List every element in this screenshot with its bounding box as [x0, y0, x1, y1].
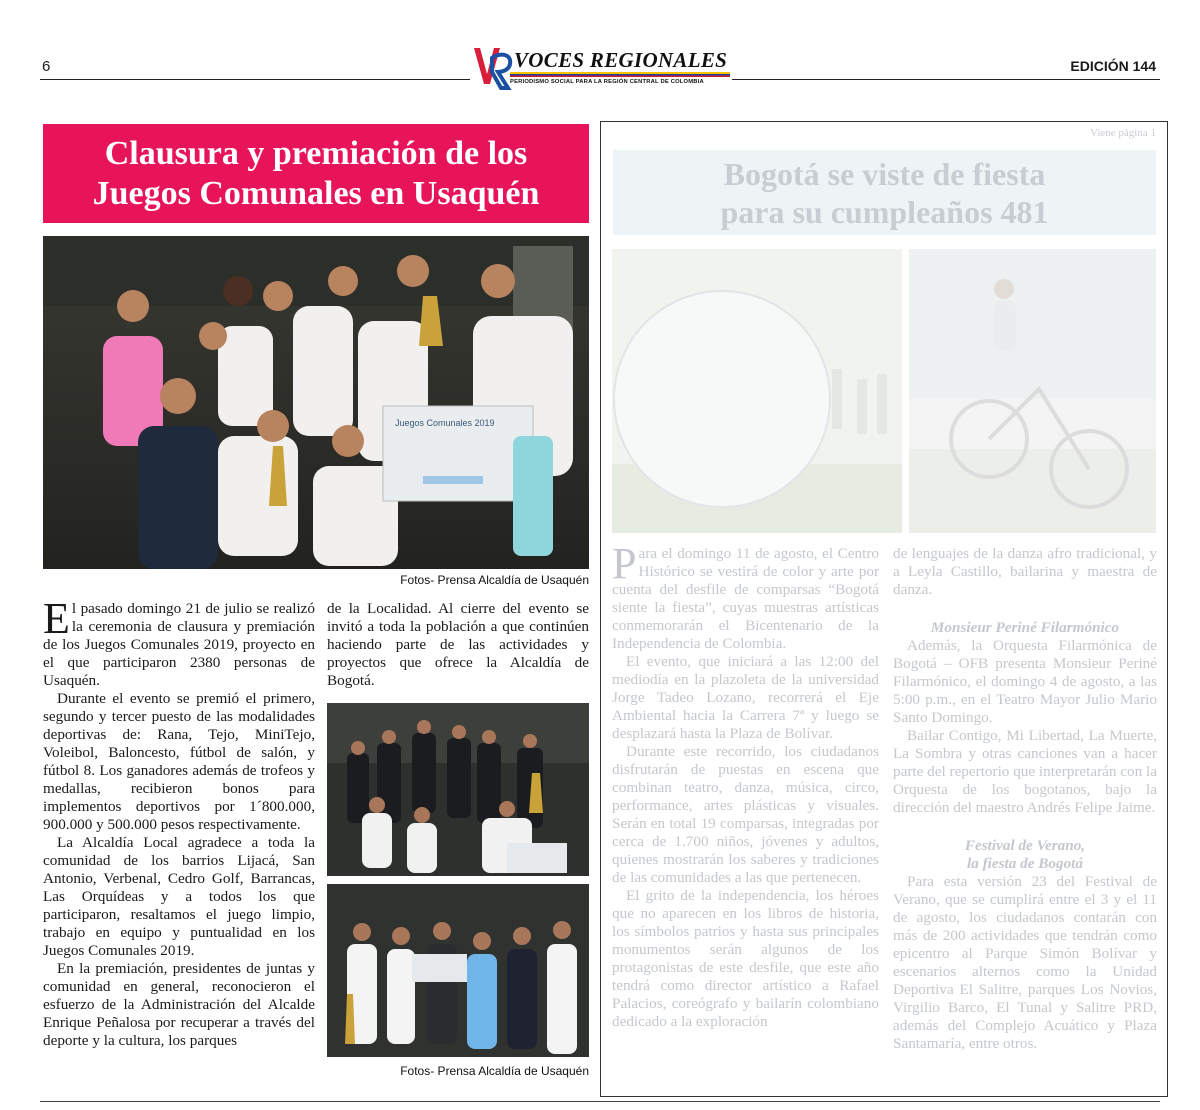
right-article-column1	[612, 539, 879, 1031]
paragraph-5: de la Localidad. Al cierre del evento se invitó a toda la población a que continúen haciendo parte de las actividades y proyectos que ofrece la Alcaldía de Bogotá.	[327, 600, 589, 689]
winners-photo-2	[327, 884, 589, 1057]
paragraph-2: Durante el evento se premió el primero, segundo y tercer puesto de las modalidades deportivas de: Rana, Tejo, MiniTejo, Voleibol, Baloncesto, fútbol de salón, y fútbol 8. Los ganadores además de trofeos y medallas, recibieron bonos para implementos deportivos por 1´800.000, 900.000 y 500.000 pesos respectivamente.	[43, 690, 315, 833]
zorb-ball-photo	[612, 249, 902, 533]
right-article-title	[613, 150, 1156, 235]
page-number: 6	[42, 58, 51, 75]
dropcap-e: E	[43, 594, 70, 643]
award-group-photo	[43, 236, 589, 569]
right-paragraph-2: El evento, que iniciará a las 12:00 del mediodía en la plazoleta de la universidad Jorge Tadeo Lozano, recorrerá el Eje Ambiental hacia la Carrera 7ª y luego se desplazará hasta la Plaza de Bolívar.	[612, 653, 879, 742]
right-paragraph-1: ara el domingo 11 de agosto, el Centro Histórico se vestirá de color y arte por cuenta del desfile de comparsas “Bogotá siente la fiesta”, cuyas muestras artísticas conmemorarán el Bicentenario de la Independencia de Colombia.	[612, 545, 879, 652]
left-article-column2	[327, 600, 589, 690]
dropcap-p: P	[612, 539, 637, 588]
photo-credit-bottom: Fotos- Prensa Alcaldía de Usaquén	[400, 1064, 589, 1078]
left-title-line2: Juegos Comunales en Usaquén	[92, 174, 540, 212]
subhead-monsieur-perine: Monsieur Periné Filarmónico	[930, 619, 1120, 636]
bmx-rider-photo	[909, 249, 1156, 533]
right-paragraph-5: de lenguajes de la danza afro tradicional, y a Leyla Castillo, bailarina y maestra de danza.	[893, 545, 1157, 598]
masthead-title: VOCES REGIONALES	[514, 48, 728, 72]
left-article-column1	[43, 594, 315, 1050]
right-title-line2: para su cumpleaños 481	[720, 193, 1049, 230]
right-paragraph-3: Durante este recorrido, los ciudadanos disfrutarán de puestas en escena que combinan teatro, danza, música, circo, performance, artes plásticas y visuales. Serán en total 19 comparsas, integradas por cerca de 1.700 niños, jóvenes y adultos, quienes mostrarán los saberes y tradiciones de las comunidades a las que pertenecen.	[612, 743, 879, 886]
right-paragraph-8: Para esta versión 23 del Festival de Verano, que se cumplirá entre el 3 y el 11 de agosto, los ciudadanos contarán con más de 200 actividades que tendrán como epicentro al Parque Simón Bolívar y escenarios alternos como la Unidad Deportiva El Salitre, parques Los Novios, Virgilio Barco, El Tunal y Salitre PRD, además del Complejo Acuático y Plaza Santamaría, entre otros.	[893, 873, 1157, 1052]
masthead-logo	[470, 42, 732, 92]
paragraph-1: l pasado domingo 21 de julio se realizó la ceremonia de clausura y premiación de los Juegos Comunales 2019, proyecto en el que participaron 2380 personas de Usaquén.	[43, 600, 315, 689]
footer-rule	[40, 1101, 1160, 1102]
right-paragraph-4: El grito de la independencia, los héroes que no aparecen en los libros de historia, los símbolos patrios y hasta sus principales monumentos serán algunos de los protagonistas de este desfile, que este año tendrá como director artístico a Rafael Palacios, coreógrafo y bailarín colombiano dedicado a la exploración	[612, 887, 879, 1030]
left-title-line1: Clausura y premiación de los	[104, 134, 528, 172]
winners-photo-1	[327, 703, 589, 876]
left-article-title	[43, 124, 589, 223]
photo-credit-top: Fotos- Prensa Alcaldía de Usaquén	[400, 573, 589, 587]
continued-from-page: Viene página 1	[1090, 127, 1156, 139]
colombia-flag-stripe	[510, 72, 730, 77]
right-article-column2	[893, 545, 1157, 1053]
sign-text: Juegos Comunales 2019	[395, 418, 495, 428]
paragraph-3: La Alcaldía Local agradece a toda la comunidad de los barrios Lijacá, San Antonio, Verbenal, Cedro Golf, Barrancas, Las Orquídeas y a todos los que participaron, resaltamos el juego limpio, trabajo en equipo y puntualidad en los Juegos Comunales 2019.	[43, 834, 315, 959]
right-paragraph-6: Además, la Orquesta Filarmónica de Bogotá – OFB presenta Monsieur Periné Filarmónico, el domingo 4 de agosto, a las 5:00 p.m., en el Teatro Mayor Julio Mario Santo Domingo.	[893, 637, 1157, 726]
subhead-festival-line2: la fiesta de Bogotá	[966, 855, 1083, 872]
right-paragraph-7: Bailar Contigo, Mi Libertad, La Muerte, La Sombra y otras canciones van a hacer parte del repertorio que interpretarán con la Orquesta de los bogotanos, bajo la dirección del maestro Andrés Felipe Jaime.	[893, 727, 1157, 816]
edition-number: EDICIÓN 144	[1070, 58, 1156, 74]
subhead-festival-line1: Festival de Verano,	[964, 837, 1086, 854]
paragraph-4: En la premiación, presidentes de juntas y comunidad en general, reconocieron el esfuerzo de la Administración del Alcalde Enrique Peñalosa por recuperar a través del deporte y la cultura, los parques	[43, 960, 315, 1049]
masthead-subtitle: PERIODISMO SOCIAL PARA LA REGIÓN CENTRAL DE COLOMBIA	[510, 79, 704, 85]
right-title-line1: Bogotá se viste de fiesta	[723, 155, 1046, 192]
